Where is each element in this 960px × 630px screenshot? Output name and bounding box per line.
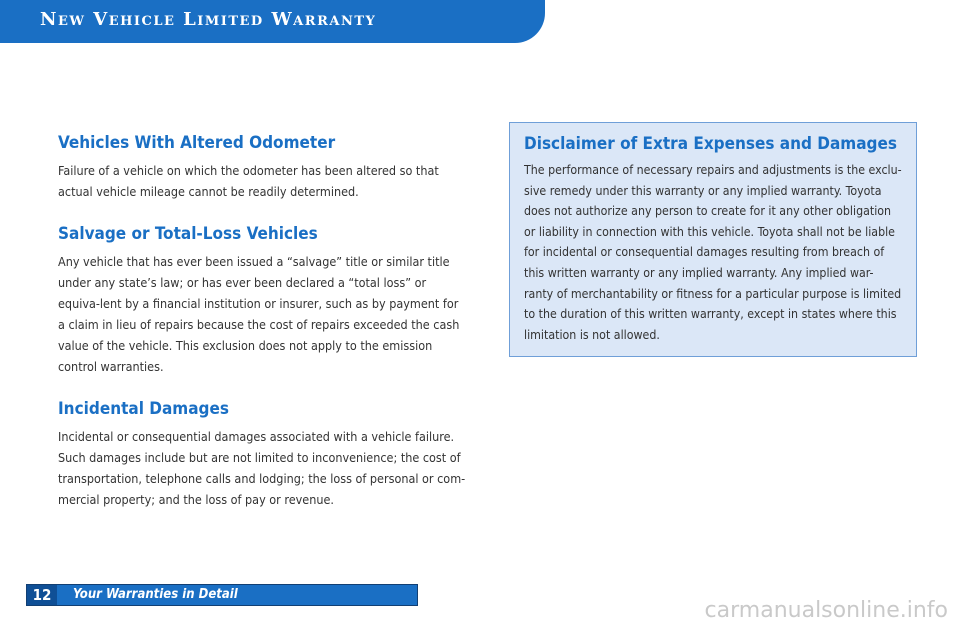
page-number: 12 xyxy=(27,585,57,605)
section-body: Any vehicle that has ever been issued a “salvage” title or similar title under any state’s law; or has ever been declared a “total loss” or equiva-lent by a financial institution or insurer, such as by payment for a claim in lieu of repairs because the cost of repairs exceeded the cash value of the vehicle. This exclusion does not apply to the emission control warranties. xyxy=(58,254,460,374)
disclaimer-box xyxy=(509,122,917,357)
section-salvage-total-loss xyxy=(58,224,468,377)
watermark: carmanualsonline.info xyxy=(704,598,948,623)
footer-bar xyxy=(26,584,418,606)
section-incidental-damages xyxy=(58,399,468,510)
page-header-title: New Vehicle Limited Warranty xyxy=(40,9,377,30)
section-body: Failure of a vehicle on which the odometer has been altered so that actual vehicle mileage cannot be readily determined. xyxy=(58,163,439,199)
section-heading: Salvage or Total-Loss Vehicles xyxy=(58,224,318,244)
footer-label: Your Warranties in Detail xyxy=(73,587,238,602)
disclaimer-body: The performance of necessary repairs and adjustments is the exclu-sive remedy under this warranty or any implied warranty. Toyota does not authorize any person to create for it any other obligation or liability in connection with this vehicle. Toyota shall not be liable for incidental or consequential damages resulting from breach of this written warranty or any implied warranty. Any implied war-ranty of merchantability or fitness for a particular purpose is limited to the duration of this written warranty, except in states where this limitation is not allowed. xyxy=(524,163,902,342)
section-altered-odometer xyxy=(58,133,468,202)
disclaimer-heading: Disclaimer of Extra Expenses and Damages xyxy=(524,134,897,154)
section-heading: Vehicles With Altered Odometer xyxy=(58,133,336,153)
section-body: Incidental or consequential damages associated with a vehicle failure. Such damages include but are not limited to inconvenience; the cost of transportation, telephone calls and lodging; the loss of personal or com-mercial property; and the loss of pay or revenue. xyxy=(58,429,466,507)
header-tab xyxy=(0,0,545,43)
section-heading: Incidental Damages xyxy=(58,399,229,419)
main-content-column xyxy=(58,133,468,532)
